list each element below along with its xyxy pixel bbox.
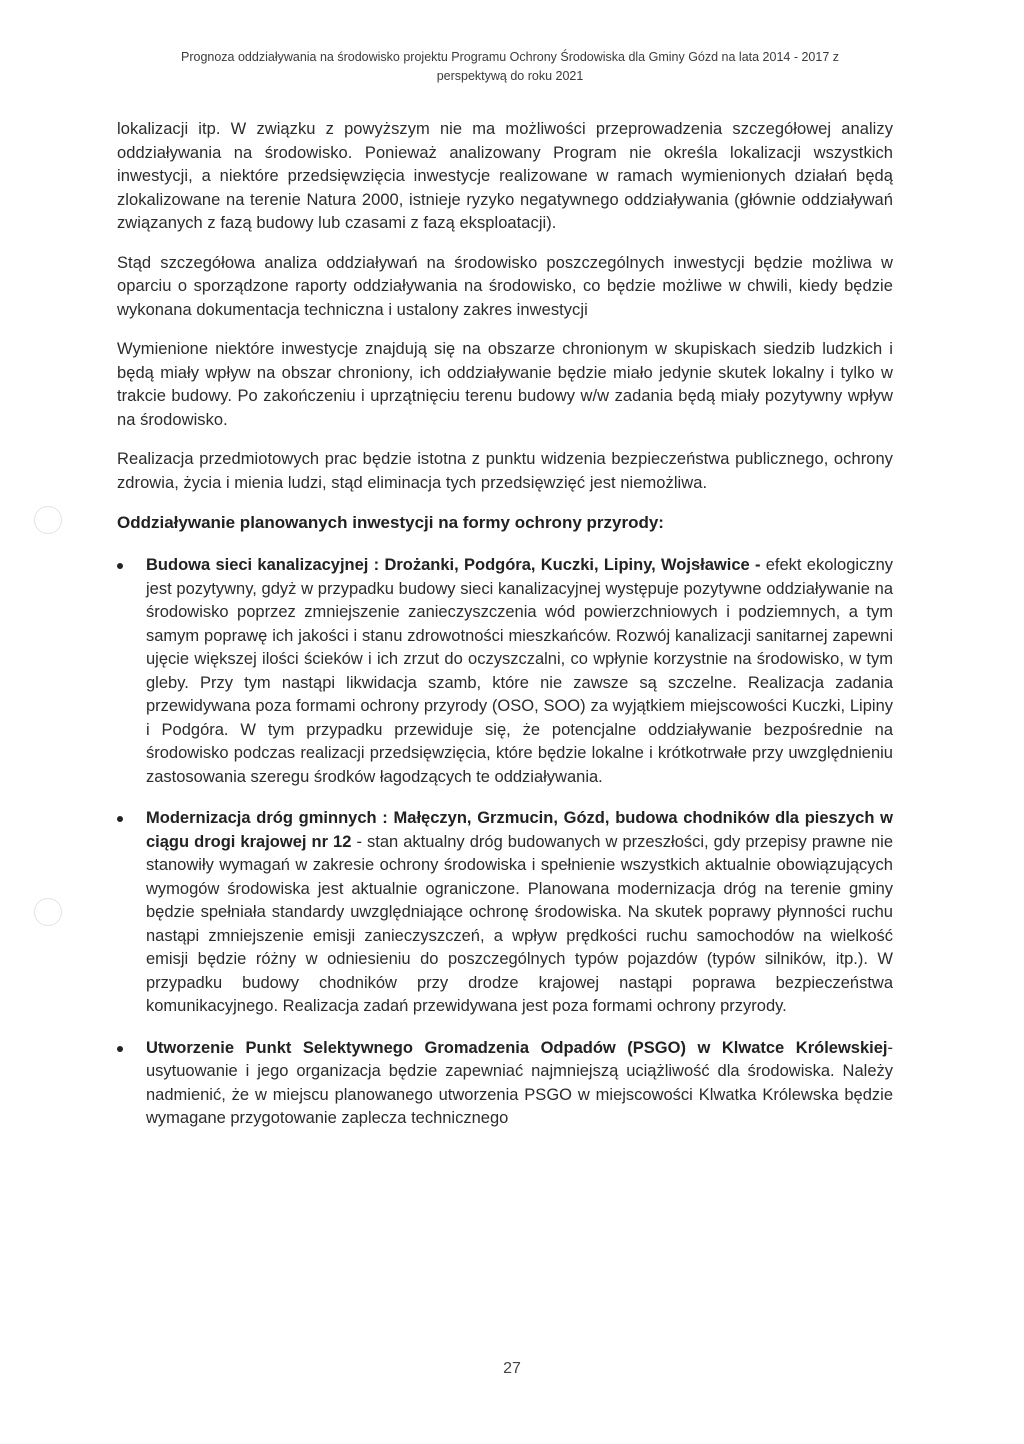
bullet-text: - usytuowanie i jego organizacja będzie zapewniać najmniejszą uciążliwość dla środowiska. Należy nadmienić, że w miejscu planowanego utworzenia PSGO w miejscowości Klwatka Królewska będzie wymagane przygotowanie zaplecza technicznego xyxy=(146,1038,893,1127)
punch-hole-mark xyxy=(34,898,62,926)
bullet-list xyxy=(117,554,893,1131)
punch-hole-mark xyxy=(34,506,62,534)
section-heading: Oddziaływanie planowanych inwestycji na formy ochrony przyrody: xyxy=(117,513,664,532)
page-number: 27 xyxy=(503,1360,521,1377)
bullet-text: efekt ekologiczny jest pozytywny, gdyż w przypadku budowy sieci kanalizacyjnej występuje pozytywne oddziaływanie na środowisko poprzez zmniejszenie zanieczyszczenia wód powierzchniowych i podziemnych, a tym samym poprawę ich jakości i stanu zdrowotności mieszkańców. Rozwój kanalizacji sanitarnej zapewni ujęcie większej ilości ścieków i ich zrzut do oczyszczalni, co wpłynie korzystnie na środowisko, w tym gleby. Przy tym nastąpi likwidacja szamb, które nie zawsze są szczelne. Realizacja zadania przewidywana poza formami ochrony przyrody (OSO, SOO) za wyjątkiem miejscowości Kuczki, Lipiny i Podgóra. W tym przypadku przewiduje się, że potencjalne oddziaływanie bezpośrednie na środowisko podczas realizacji przedsięwzięcia, które będzie lokalne i krótkotrwałe przy uwzględnieniu zastosowania szeregu środków łagodzących te oddziaływania. xyxy=(146,556,893,786)
bullet-dot-icon xyxy=(117,1046,123,1052)
bullet-dot-icon xyxy=(117,816,123,822)
bullet-lead: Budowa sieci kanalizacyjnej : Drożanki, Podgóra, Kuczki, Lipiny, Wojsławice - xyxy=(146,556,761,574)
header-title-line-1: Prognoza oddziaływania na środowisko projektu Programu Ochrony Środowiska dla Gminy Gózd na lata 2014 - 2017 z xyxy=(181,50,839,64)
paragraph: lokalizacji itp. W związku z powyższym nie ma możliwości przeprowadzenia szczegółowej analizy oddziaływania na środowisko. Ponieważ analizowany Program nie określa lokalizacji wszystkich inwestycji, a niektóre przedsięwzięcia inwestycje realizowane w ramach wymienionych działań będą zlokalizowane na terenie Natura 2000, istnieje ryzyko negatywnego oddziaływania (głównie oddziaływań związanych z fazą budowy lub czasami z fazą eksploatacji). xyxy=(117,120,893,232)
header-title-line-2: perspektywą do roku 2021 xyxy=(436,69,584,83)
bullet-item-waste-collection-point xyxy=(117,1037,893,1131)
document-body xyxy=(117,118,893,1149)
bullet-item-sewer-network xyxy=(117,554,893,789)
paragraph: Wymienione niektóre inwestycje znajdują się na obszarze chronionym w skupiskach siedzib ludzkich i będą miały wpływ na obszar chroniony, ich oddziaływanie będzie miało jedynie skutek lokalny i tylko w trakcie budowy. Po zakończeniu i uprzątnięciu terenu budowy w/w zadania będą miały pozytywny wpływ na środowisko. xyxy=(117,340,893,429)
bullet-lead: Utworzenie Punkt Selektywnego Gromadzenia Odpadów (PSGO) w Klwatce Królewskiej xyxy=(146,1038,888,1057)
bullet-text: - stan aktualny dróg budowanych w przeszłości, gdy przepisy prawne nie stanowiły wymagań w zakresie ochrony środowiska i spełnienie wszystkich aktualnie obowiązujących wymogów środowiska jest aktualnie ograniczone. Planowana modernizacja dróg na terenie gminy będzie spełniała standardy uwzględniające ochronę środowiska. Na skutek poprawy płynności ruchu nastąpi zmniejszenie emisji zanieczyszczeń, a wpływ prędkości ruchu samochodów na wielkość emisji będzie różny w odniesieniu do poszczególnych typów pojazdów (typów silników, itp.). W przypadku budowy chodników przy drodze krajowej nastąpi poprawa bezpieczeństwa komunikacyjnego. Realizacja zadań przewidywana jest poza formami ochrony przyrody. xyxy=(146,832,893,1015)
paragraph: Stąd szczegółowa analiza oddziaływań na środowisko poszczególnych inwestycji będzie możliwa w oparciu o sporządzone raporty oddziaływania na środowisko, co będzie możliwe w chwili, kiedy będzie wykonana dokumentacja techniczna i ustalony zakres inwestycji xyxy=(117,253,893,319)
bullet-item-road-modernization xyxy=(117,807,893,1019)
bullet-lead: Modernizacja dróg gminnych : Małęczyn, Grzmucin, Gózd, budowa chodników dla pieszych w ciągu drogi krajowej nr 12 xyxy=(146,809,893,851)
paragraph: Realizacja przedmiotowych prac będzie istotna z punktu widzenia bezpieczeństwa publicznego, ochrony zdrowia, życia i mienia ludzi, stąd eliminacja tych przedsięwzięć jest niemożliwa. xyxy=(117,450,893,492)
page-header xyxy=(110,48,910,86)
bullet-dot-icon xyxy=(117,563,123,569)
